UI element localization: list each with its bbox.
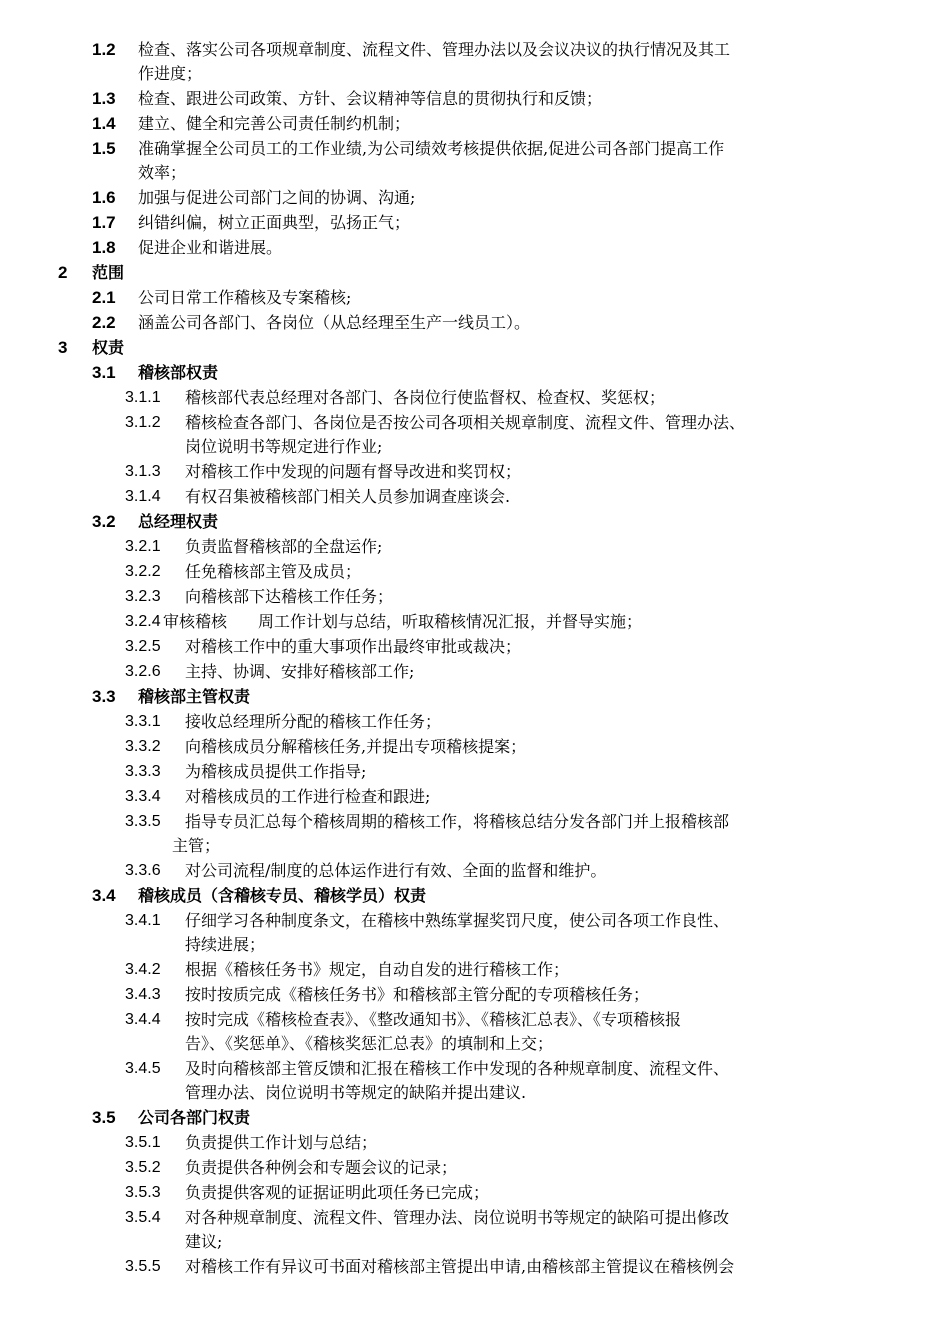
item-continuation: 效率；	[138, 163, 187, 182]
item-continuation: 管理办法、岗位说明书等规定的缺陷并提出建议.	[185, 1083, 527, 1102]
item-continuation: 持续进展；	[185, 935, 266, 954]
item-text: 负责监督稽核部的全盘运作;	[185, 537, 383, 556]
item-text: 向稽核部下达稽核工作任务；	[185, 587, 394, 606]
item-text: 主持、协调、安排好稽核部工作;	[185, 662, 415, 681]
item-text: 纠错纠偏，树立正面典型，弘扬正气；	[138, 213, 411, 232]
item-text: 对稽核工作有异议可书面对稽核部主管提出申请,由稽核部主管提议在稽核例会	[185, 1257, 735, 1276]
item-number: 3.1.2	[125, 414, 161, 431]
item-text: 对稽核成员的工作进行检查和跟进;	[185, 787, 431, 806]
item-continuation: 建议;	[185, 1232, 223, 1251]
item-text: 向稽核成员分解稽核任务,并提出专项稽核提案；	[185, 737, 527, 756]
item-text: 按时按质完成《稽核任务书》和稽核部主管分配的专项稽核任务；	[185, 985, 650, 1004]
item-text: 稽核部代表总经理对各部门、各岗位行使监督权、检查权、奖惩权；	[185, 388, 666, 407]
item-number: 3.3.3	[125, 763, 161, 780]
item-number: 3.2.4	[125, 613, 161, 630]
subsection-title: 稽核部权责	[138, 363, 219, 382]
item-text: 指导专员汇总每个稽核周期的稽核工作，将稽核总结分发各部门并上报稽核部	[185, 812, 730, 831]
section-title: 范围	[92, 263, 125, 282]
item-number: 2.2	[92, 313, 116, 332]
item-text: 审核稽核	[163, 612, 228, 631]
item-continuation: 岗位说明书等规定进行作业;	[185, 437, 383, 456]
item-number: 3.1.4	[125, 488, 161, 505]
section-title: 权责	[92, 338, 125, 357]
item-text: 负责提供客观的证据证明此项任务已完成；	[185, 1183, 490, 1202]
item-text: 为稽核成员提供工作指导;	[185, 762, 367, 781]
item-number: 1.5	[92, 139, 116, 158]
item-text: 有权召集被稽核部门相关人员参加调查座谈会.	[185, 487, 511, 506]
subsection-number: 3.5	[92, 1108, 116, 1127]
subsection-number: 3.4	[92, 886, 116, 905]
item-number: 1.7	[92, 213, 116, 232]
item-text: 对稽核工作中的重大事项作出最终审批或裁决；	[185, 637, 522, 656]
item-number: 3.5.1	[125, 1134, 161, 1151]
item-text: 检查、跟进公司政策、方针、会议精神等信息的贯彻执行和反馈；	[138, 89, 603, 108]
item-text: 准确掌握全公司员工的工作业绩,为公司绩效考核提供依据,促进公司各部门提高工作	[138, 139, 725, 158]
item-number: 3.4.4	[125, 1011, 161, 1028]
item-text: 稽核检查各部门、各岗位是否按公司各项相关规章制度、流程文件、管理办法、	[185, 413, 746, 432]
subsection-title: 稽核部主管权责	[138, 687, 251, 706]
item-number: 3.3.5	[125, 813, 161, 830]
item-text: 建立、健全和完善公司责任制约机制；	[138, 114, 411, 133]
subsection-number: 3.3	[92, 687, 116, 706]
item-number: 1.8	[92, 238, 116, 257]
item-text: 加强与促进公司部门之间的协调、沟通;	[138, 188, 416, 207]
item-number: 1.4	[92, 114, 116, 133]
item-text: 按时完成《稽核检查表》、《整改通知书》、《稽核汇总表》、《专项稽核报	[185, 1010, 682, 1029]
item-text: 检查、落实公司各项规章制度、流程文件、管理办法以及会议决议的执行情况及其工	[138, 40, 731, 59]
item-number: 3.5.5	[125, 1258, 161, 1275]
item-text: 对稽核工作中发现的问题有督导改进和奖罚权；	[185, 462, 522, 481]
item-text: 负责提供工作计划与总结；	[185, 1133, 378, 1152]
subsection-title: 总经理权责	[138, 512, 219, 531]
item-number: 3.5.2	[125, 1159, 161, 1176]
item-number: 3.4.1	[125, 912, 161, 929]
item-number: 3.3.6	[125, 862, 161, 879]
item-number: 3.1.1	[125, 389, 161, 406]
item-number: 3.4.3	[125, 986, 161, 1003]
item-continuation: 主管；	[172, 836, 221, 855]
item-number: 1.6	[92, 188, 116, 207]
item-text: 促进企业和谐进展。	[138, 238, 283, 257]
item-text: 任免稽核部主管及成员；	[185, 562, 362, 581]
section-number: 2	[58, 263, 68, 282]
item-number: 3.5.4	[125, 1209, 161, 1226]
item-text: 仔细学习各种制度条文，在稽核中熟练掌握奖罚尺度，使公司各项工作良性、	[185, 911, 730, 930]
item-number: 3.3.2	[125, 738, 161, 755]
subsection-number: 3.2	[92, 512, 116, 531]
item-continuation: 作进度；	[138, 64, 203, 83]
subsection-title: 公司各部门权责	[138, 1108, 251, 1127]
item-number: 3.3.1	[125, 713, 161, 730]
item-number: 2.1	[92, 288, 116, 307]
item-text: 公司日常工作稽核及专案稽核;	[138, 288, 352, 307]
item-text: 对公司流程/制度的总体运作进行有效、全面的监督和维护。	[185, 861, 607, 880]
item-number: 3.4.5	[125, 1060, 161, 1077]
item-text: 接收总经理所分配的稽核工作任务；	[185, 712, 442, 731]
subsection-title: 稽核成员（含稽核专员、稽核学员）权责	[138, 886, 427, 905]
item-number: 3.3.4	[125, 788, 161, 805]
item-continuation: 告》、《奖惩单》、《稽核奖惩汇总表》的填制和上交；	[185, 1034, 554, 1053]
item-number: 3.2.3	[125, 588, 161, 605]
item-number: 3.1.3	[125, 463, 161, 480]
item-number: 3.2.1	[125, 538, 161, 555]
item-number: 1.3	[92, 89, 116, 108]
item-text: 涵盖公司各部门、各岗位（从总经理至生产一线员工）。	[138, 313, 531, 332]
item-number: 1.2	[92, 40, 116, 59]
section-number: 3	[58, 338, 68, 357]
item-text-continued: 周工作计划与总结，听取稽核情况汇报，并督导实施；	[258, 612, 643, 631]
item-number: 3.4.2	[125, 961, 161, 978]
item-text: 负责提供各种例会和专题会议的记录；	[185, 1158, 458, 1177]
item-text: 根据《稽核任务书》规定，自动自发的进行稽核工作；	[185, 960, 570, 979]
item-number: 3.2.2	[125, 563, 161, 580]
item-number: 3.5.3	[125, 1184, 161, 1201]
item-text: 对各种规章制度、流程文件、管理办法、岗位说明书等规定的缺陷可提出修改	[185, 1208, 730, 1227]
item-number: 3.2.5	[125, 638, 161, 655]
item-text: 及时向稽核部主管反馈和汇报在稽核工作中发现的各种规章制度、流程文件、	[185, 1059, 730, 1078]
item-number: 3.2.6	[125, 663, 161, 680]
subsection-number: 3.1	[92, 363, 116, 382]
